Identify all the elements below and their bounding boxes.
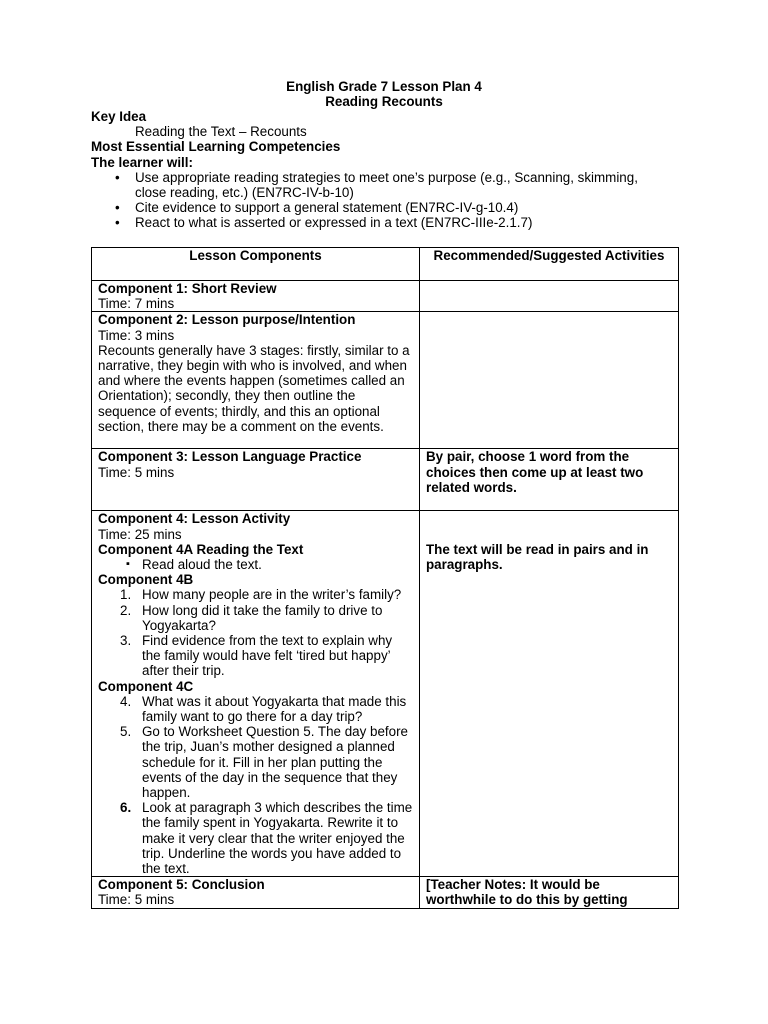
component-2-time: Time: 3 mins	[98, 327, 175, 343]
component-4b-title: Component 4B	[98, 572, 194, 588]
component-1-activity	[420, 281, 679, 312]
table-row-component-2	[92, 312, 679, 449]
component-2-body: Recounts generally have 3 stages: firstly, similar to a narrative, they begin with who is involved, and when and where the events happen (sometimes called an Orientation); secondly, they then outline the sequence of events; thirdly, and this an optional section, there may be a comment on the events.	[98, 342, 410, 434]
learner-label: The learner will:	[91, 154, 193, 170]
question-number: 1.	[120, 587, 132, 603]
component-4-cell	[92, 511, 420, 877]
component-1-cell	[92, 281, 420, 312]
lesson-subtitle: Reading Recounts	[325, 94, 443, 110]
component-4-title: Component 4: Lesson Activity	[98, 511, 291, 527]
question-text: What was it about Yogyakarta that made this family want to go there for a day trip?	[142, 693, 407, 725]
component-4-activity	[420, 511, 679, 877]
table-row-component-1	[92, 281, 679, 312]
component-2-cell	[92, 312, 420, 449]
competency-item: • Use appropriate reading strategies to meet one’s purpose (e.g., Scanning, skimming, close reading, etc.) (EN7RC-IV-b-10)	[91, 170, 665, 200]
col-header-components: Lesson Components	[92, 248, 420, 281]
lesson-header	[0, 79, 768, 109]
question-item	[98, 587, 413, 602]
question-item	[98, 724, 413, 800]
component-3-cell	[92, 449, 420, 511]
question-item	[98, 603, 413, 633]
intro-section	[91, 109, 691, 231]
question-text: How many people are in the writer’s family?	[142, 587, 402, 603]
component-3-title: Component 3: Lesson Language Practice	[98, 449, 362, 465]
component-1-title: Component 1: Short Review	[98, 281, 277, 296]
component-2-title: Component 2: Lesson purpose/Intention	[98, 312, 356, 328]
question-text: Look at paragraph 3 which describes the time the family spent in Yogyakarta. Rewrite it to make it very clear that the writer enjoyed the trip. Underline the words you have added to the text.	[142, 800, 413, 877]
component-3-activity-text: By pair, choose 1 word from the choices then come up at least two related words.	[426, 449, 644, 495]
table-row-component-4	[92, 511, 679, 877]
component-4c-title: Component 4C	[98, 678, 194, 694]
component-5-cell	[92, 877, 420, 908]
component-4a-activity-text: The text will be read in pairs and in paragraphs.	[426, 541, 649, 572]
question-number: 6.	[120, 800, 132, 816]
col-header-activities: Recommended/Suggested Activities	[420, 248, 679, 281]
table-row-component-5	[92, 877, 679, 908]
question-number: 5.	[120, 724, 132, 740]
table-header-row	[92, 248, 679, 281]
component-4a-bullet: ▪ Read aloud the text.	[98, 557, 413, 572]
component-5-activity	[420, 877, 679, 908]
component-1-time: Time: 7 mins	[98, 296, 175, 312]
component-3-time: Time: 5 mins	[98, 464, 175, 480]
component-5-time: Time: 5 mins	[98, 892, 175, 908]
lesson-table	[91, 247, 679, 909]
competency-list	[91, 170, 691, 231]
component-2-activity	[420, 312, 679, 449]
competency-item: • Cite evidence to support a general statement (EN7RC-IV-g-10.4)	[91, 200, 665, 215]
question-text: Go to Worksheet Question 5. The day before the trip, Juan’s mother designed a planned schedule for it. Fill in her plan putting the events of the day in the sequence that they happen.	[142, 724, 408, 801]
question-item	[98, 694, 413, 724]
competency-item: • React to what is asserted or expressed in a text (EN7RC-IIIe-2.1.7)	[91, 215, 665, 230]
component-4a-title: Component 4A Reading the Text	[98, 541, 304, 557]
table-row-component-3	[92, 449, 679, 511]
question-number: 2.	[120, 602, 132, 618]
question-text: Find evidence from the text to explain why the family would have felt ‘tired but happy’ after their trip.	[142, 633, 393, 679]
key-idea-label: Key Idea	[91, 109, 147, 124]
component-5-activity-text: [Teacher Notes: It would be worthwhile to do this by getting	[426, 877, 628, 908]
question-item	[98, 800, 413, 876]
question-item	[98, 633, 413, 679]
lesson-title: English Grade 7 Lesson Plan 4	[286, 79, 482, 94]
key-idea-text: Reading the Text – Recounts	[135, 124, 307, 140]
question-text: How long did it take the family to drive to Yogyakarta?	[142, 602, 383, 633]
competencies-label: Most Essential Learning Competencies	[91, 139, 341, 155]
question-number: 3.	[120, 633, 132, 649]
component-3-activity	[420, 449, 679, 511]
question-number: 4.	[120, 693, 132, 709]
component-4-time: Time: 25 mins	[98, 526, 182, 542]
component-5-title: Component 5: Conclusion	[98, 877, 265, 893]
